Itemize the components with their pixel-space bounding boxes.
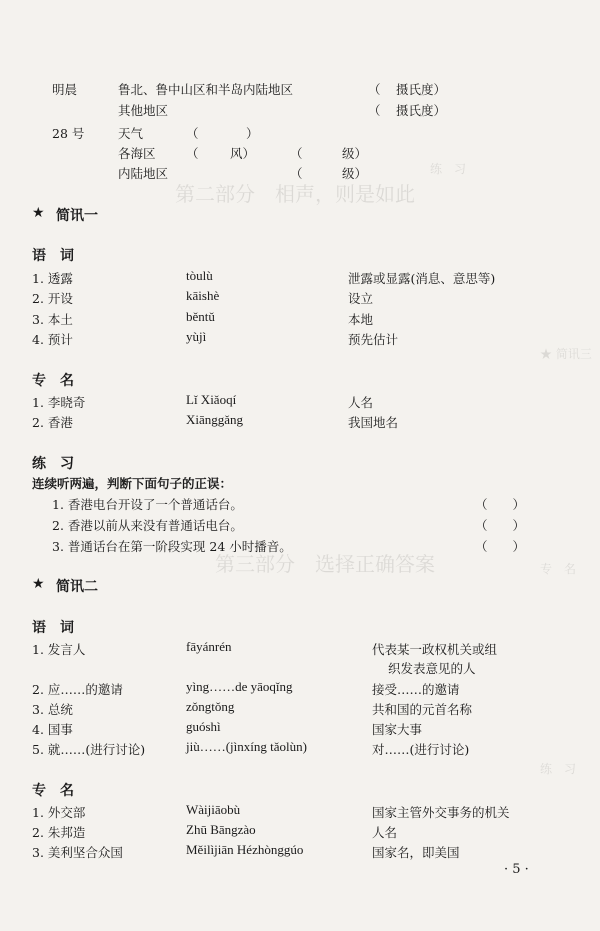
proper-names-title: 专 名 <box>32 783 74 799</box>
vocab-pinyin: tòulù <box>186 268 213 283</box>
weather-bracket-open: （ <box>290 146 303 161</box>
section-heading-news2: 简讯二 <box>56 579 98 595</box>
proper-name: 1. 李晓奇 <box>32 395 86 410</box>
vocab-term: 4. 国事 <box>32 722 73 737</box>
page-number: · 5 · <box>504 862 529 877</box>
weather-area: 其他地区 <box>118 103 169 118</box>
answer-bracket: （ ） <box>475 497 526 512</box>
vocab-meaning: 共和国的元首名称 <box>372 702 473 717</box>
vocab-pinyin: yìng……de yāoqǐng <box>186 679 293 694</box>
weather-bracket-open: （ <box>368 82 381 97</box>
proper-pinyin: Měilìjiān Hézhònggúo <box>186 842 304 857</box>
vocab-meaning: 代表某一政权机关或组 <box>372 642 498 657</box>
bleedthrough-text: ★ 简讯三 <box>540 347 592 361</box>
vocab-title: 语 词 <box>32 248 74 264</box>
weather-area: 内陆地区 <box>118 166 169 181</box>
vocab-term: 5. 就……(进行讨论) <box>32 742 146 757</box>
weather-bracket-close: ） <box>246 126 259 141</box>
vocab-meaning: 预先估计 <box>348 332 399 347</box>
proper-name: 3. 美利坚合众国 <box>32 845 123 860</box>
exercise-statement: 1. 香港电台开设了一个普通话台。 <box>52 497 243 512</box>
vocab-title: 语 词 <box>32 620 74 636</box>
vocab-meaning: 设立 <box>348 291 374 306</box>
vocab-meaning: 国家大事 <box>372 722 423 737</box>
weather-unit: 摄氏度） <box>396 103 447 118</box>
vocab-term: 3. 总统 <box>32 702 73 717</box>
bleedthrough-text: 专 名 <box>540 562 577 576</box>
weather-day: 28 号 <box>52 126 85 141</box>
exercise-instruction: 连续听两遍，判断下面句子的正误： <box>32 476 233 491</box>
weather-day: 明晨 <box>52 82 78 97</box>
proper-pinyin: Xiānggǎng <box>186 412 244 427</box>
answer-bracket: （ ） <box>475 518 526 533</box>
section-heading-news1: 简讯一 <box>56 208 98 224</box>
answer-bracket: （ ） <box>475 539 526 554</box>
exercise-title: 练 习 <box>32 456 74 472</box>
weather-area: 鲁北、鲁中山区和半岛内陆地区 <box>118 82 294 97</box>
vocab-pinyin: guóshì <box>186 719 221 734</box>
weather-bracket-open: （ <box>186 126 199 141</box>
vocab-term: 1. 发言人 <box>32 642 86 657</box>
vocab-pinyin: kāishè <box>186 288 220 303</box>
proper-pinyin: Zhū Bāngzào <box>186 822 256 837</box>
proper-pinyin: Lǐ Xiǎoqí <box>186 392 237 407</box>
vocab-pinyin: běntǔ <box>186 309 215 324</box>
proper-meaning: 国家主管外交事务的机关 <box>372 805 510 820</box>
bleedthrough-heading-2: 第三部分 选择正确答案 <box>215 552 435 576</box>
bleedthrough-text: 练 习 <box>430 162 467 176</box>
proper-pinyin: Wàijiāobù <box>186 802 241 817</box>
weather-bracket-open: （ <box>186 146 199 161</box>
vocab-meaning: 泄露或显露(消息、意思等) <box>348 271 496 286</box>
proper-name: 1. 外交部 <box>32 805 86 820</box>
proper-meaning: 人名 <box>348 395 374 410</box>
star-icon: ★ <box>32 576 45 592</box>
weather-area: 天气 <box>118 126 144 141</box>
weather-unit: 摄氏度） <box>396 82 447 97</box>
vocab-term: 4. 预计 <box>32 332 73 347</box>
weather-unit: 级） <box>342 166 368 181</box>
weather-wind: 风） <box>230 146 256 161</box>
weather-area: 各海区 <box>118 146 156 161</box>
bleedthrough-text: 练 习 <box>540 762 577 776</box>
vocab-pinyin: yùjì <box>186 329 207 344</box>
vocab-term: 2. 应……的邀请 <box>32 682 123 697</box>
vocab-pinyin: fāyánrén <box>186 639 232 654</box>
proper-meaning: 人名 <box>372 825 398 840</box>
vocab-meaning-cont: 织发表意见的人 <box>388 661 476 676</box>
weather-unit: 级） <box>342 146 368 161</box>
vocab-term: 1. 透露 <box>32 271 73 286</box>
vocab-meaning: 本地 <box>348 312 374 327</box>
exercise-statement: 3. 普通话台在第一阶段实现 24 小时播音。 <box>52 539 292 554</box>
vocab-pinyin: jiù……(jìnxíng tǎolùn) <box>186 739 307 754</box>
bleedthrough-heading-1: 第二部分 相声，则是如此 <box>175 182 415 206</box>
vocab-term: 2. 开设 <box>32 291 73 306</box>
vocab-term: 3. 本土 <box>32 312 73 327</box>
vocab-meaning: 对……(进行讨论) <box>372 742 470 757</box>
proper-name: 2. 香港 <box>32 415 73 430</box>
vocab-meaning: 接受……的邀请 <box>372 682 460 697</box>
proper-name: 2. 朱邦造 <box>32 825 86 840</box>
proper-names-title: 专 名 <box>32 373 74 389</box>
exercise-statement: 2. 香港以前从来没有普通话电台。 <box>52 518 243 533</box>
vocab-pinyin: zǒngtǒng <box>186 699 235 714</box>
proper-meaning: 我国地名 <box>348 415 399 430</box>
proper-meaning: 国家名，即美国 <box>372 845 460 860</box>
weather-bracket-open: （ <box>368 103 381 118</box>
star-icon: ★ <box>32 205 45 221</box>
weather-bracket-open: （ <box>290 166 303 181</box>
